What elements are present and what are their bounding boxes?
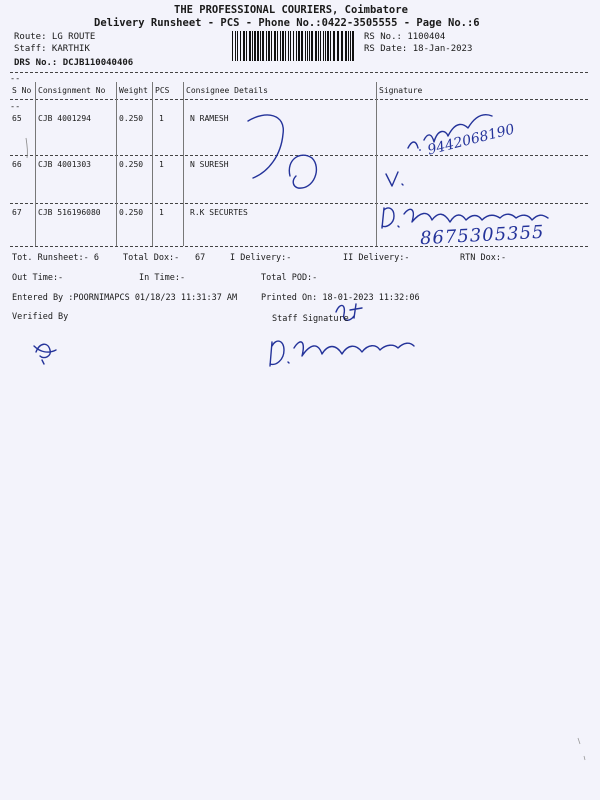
- rule-row-2: [10, 203, 588, 204]
- col-sep: [116, 82, 117, 246]
- in-time: In Time:-: [139, 273, 186, 283]
- dash-marker: --: [10, 102, 21, 112]
- rtn-dox: RTN Dox:-: [460, 253, 507, 263]
- row-sno: 65: [12, 114, 22, 123]
- handwritten-phone-row3: 8675305355: [419, 221, 545, 250]
- column-header-pcs: PCS: [155, 86, 170, 95]
- tick-mark-icon: [248, 115, 316, 188]
- barcode-icon: [230, 31, 356, 61]
- column-header-consignee: Consignee Details: [186, 86, 268, 95]
- row-sno: 67: [12, 208, 22, 217]
- rule-top: [10, 72, 588, 73]
- staff-signature-label: Staff Signature: [272, 314, 349, 324]
- col-sep: [152, 82, 153, 246]
- row-consignment: CJB 516196080: [38, 208, 101, 217]
- rule-row-1: [10, 155, 588, 156]
- rs-date: RS Date: 18-Jan-2023: [364, 44, 473, 54]
- route-label: Route: LG ROUTE: [14, 32, 96, 42]
- column-header-weight: Weight: [119, 86, 148, 95]
- dash-marker: --: [10, 74, 21, 84]
- drs-number: DRS No.: DCJB110040406: [14, 58, 134, 68]
- row-weight: 0.250: [119, 208, 144, 217]
- staff-label: Staff: KARTHIK: [14, 44, 90, 54]
- row-consignee: N RAMESH: [190, 114, 229, 123]
- company-name: THE PROFESSIONAL COURIERS, Coimbatore: [174, 4, 408, 16]
- total-dox-label: Total Dox:-: [123, 253, 180, 263]
- row-consignment: CJB 4001294: [38, 114, 91, 123]
- rule-header: [10, 99, 588, 100]
- verified-mark-icon: [34, 344, 56, 364]
- out-time: Out Time:-: [12, 273, 64, 283]
- total-pod: Total POD:-: [261, 273, 318, 283]
- total-runsheet: Tot. Runsheet:- 6: [12, 253, 99, 263]
- rs-number: RS No.: 1100404: [364, 32, 446, 42]
- i-delivery: I Delivery:-: [230, 253, 292, 263]
- row-sno: 66: [12, 160, 22, 169]
- ii-delivery: II Delivery:-: [343, 253, 410, 263]
- signature-icon: [270, 341, 414, 366]
- column-header-signature: Signature: [379, 86, 423, 95]
- runsheet-title: Delivery Runsheet - PCS - Phone No.:0422-3505555 - Page No.:6: [94, 17, 480, 29]
- signature-icon: [386, 172, 403, 186]
- col-sep: [376, 82, 377, 246]
- col-sep: [183, 82, 184, 246]
- entered-by: Entered By :POORNIMAPCS 01/18/23 11:31:37 AM: [12, 293, 238, 303]
- row-consignee: R.K SECURTES: [190, 208, 248, 217]
- row-weight: 0.250: [119, 114, 144, 123]
- total-dox-value: 67: [195, 253, 206, 263]
- row-weight: 0.250: [119, 160, 144, 169]
- row-pcs: 1: [159, 114, 164, 123]
- row-pcs: 1: [159, 160, 164, 169]
- row-consignment: CJB 4001303: [38, 160, 91, 169]
- column-header-consignment: Consignment No: [38, 86, 106, 95]
- column-header-sno: S No: [12, 86, 32, 95]
- rule-bottom: [10, 246, 588, 247]
- row-pcs: 1: [159, 208, 164, 217]
- printed-on: Printed On: 18-01-2023 11:32:06: [261, 293, 420, 303]
- col-sep: [35, 82, 36, 246]
- verified-by: Verified By: [12, 312, 69, 322]
- handwritten-phone-row2: 9442068190: [426, 121, 517, 159]
- row-consignee: N SURESH: [190, 160, 229, 169]
